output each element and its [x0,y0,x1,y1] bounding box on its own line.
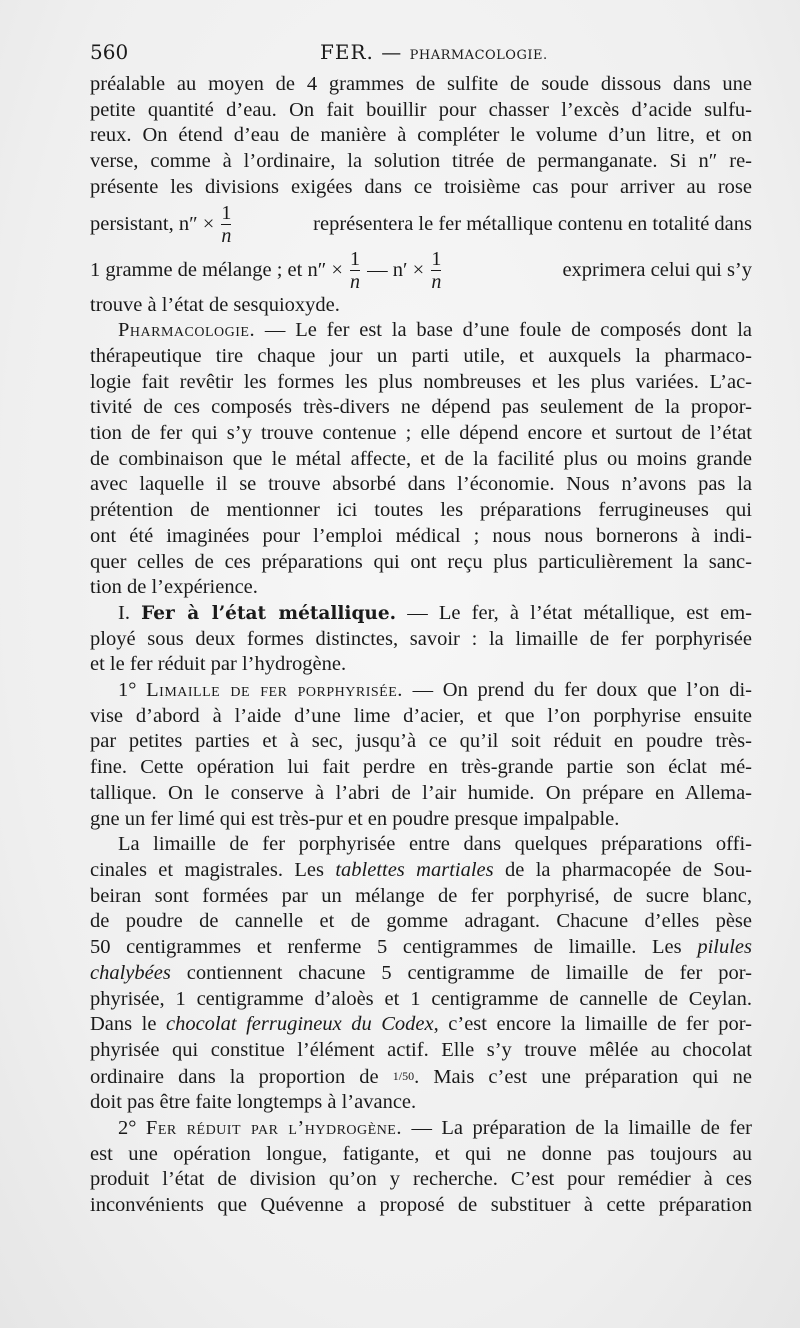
text-line: logie fait revêtir les formes les plus nombreuses et les plus variées. L’ac- [90,370,752,393]
text-line: prétention de mentionner ici toutes les préparations ferrugineuses qui [90,499,752,522]
text-line: 1° Limaille de fer porphyrisée. — On prend du fer doux que l’on di- [118,679,752,702]
text-line: gne un fer limé qui est très-pur et en poudre presque impalpable. [90,807,620,830]
text-line: de combinaison que le métal affecte, et de la facilité plus ou moins grande [90,447,752,470]
formula-line-1 [90,201,752,247]
section-heading: Pharmacologie. [118,319,256,342]
paragraph-continuation [90,72,752,318]
text-line: tion de fer qui s’y trouve contenue ; elle dépend encore et surtout de l’état [90,422,752,445]
paragraph-preparations [90,832,752,1116]
text-line: petite quantité d’eau. On fait bouillir pour chasser l’excès d’acide sulfu- [90,98,752,121]
text-line: ordinaire dans la proportion de 1/50. Mais c’est une préparation qui ne [90,1065,753,1088]
text-line: tallique. On le conserve à l’abri de l’air humide. On prépare en Allema- [90,781,752,804]
paragraph-limaille [90,678,752,832]
text-line: vise d’abord à l’aide d’une lime d’acier, et que l’on porphyrise ensuite [90,704,752,727]
text-line: 2° Fer réduit par l’hydrogène. — La préparation de la limaille de fer [118,1117,753,1140]
text-line: ont été imaginées pour l’emploi médical ; nous nous bornerons à indi- [90,524,752,547]
text-line: 50 centigrammes et renferme 5 centigrammes de limaille. Les pilules [90,936,752,959]
body-text [90,72,752,1219]
text-line: tion de l’expérience. [90,576,258,599]
text-line: reux. On étend d’eau de manière à compléter le volume d’un litre, et on [90,124,752,147]
text-line: par petites parties et à sec, jusqu’à ce qu’il soit réduit en poudre très- [90,730,752,753]
text-line: avec laquelle il se trouve absorbé dans l’économie. Nous n’avons pas la [90,473,752,496]
text-line: présente les divisions exigées dans ce troisième cas pour arriver au rose [90,175,752,198]
paragraph-fer-metallique [90,601,752,678]
text-line: verse, comme à l’ordinaire, la solution titrée de permanganate. Si n″ re- [90,150,752,173]
text-line: phyrisée qui constitue l’élément actif. Elle s’y trouve mêlée au chocolat [90,1038,752,1061]
text-line: tivité de ces composés très-divers ne dépend pas seulement de la propor- [90,396,752,419]
fraction: $\frac{1}{n}$ [221,202,232,248]
running-title [320,40,548,64]
text-line: La limaille de fer porphyrisée entre dans quelques préparations offi- [118,833,752,856]
text-line: produit l’état de division qu’on y recherche. C’est pour remédier à ces [90,1168,752,1191]
text-line: Pharmacologie. — Le fer est la base d’une foule de composés dont la [118,319,752,342]
page-number: 560 [90,40,129,64]
formula-text: 1 gramme de mélange ; et n″ × [90,258,343,281]
text-line: chalybées contiennent chacune 5 centigramme de limaille de fer por- [90,961,752,984]
text-line: doit pas être faite longtemps à l’avance. [90,1091,417,1114]
subsection-heading: Limaille de fer porphyrisée. [146,679,403,702]
running-title-sub: PHARMACOLOGIE. [409,48,548,63]
fraction: $\frac{1}{n}$ [350,248,361,294]
paragraph-fer-reduit [90,1116,752,1219]
text-line: préalable au moyen de 4 grammes de sulfite de soude dissous dans une [90,73,752,95]
subsection-heading: Fer réduit par l’hydrogène. [145,1117,402,1140]
text-line: beiran sont formées par un mélange de fer porphyrisé, de sucre blanc, [90,884,752,907]
text-line: cinales et magistrales. Les tablettes martiales de la pharmacopée de Sou- [90,858,753,881]
formula-line-2 [90,247,752,293]
small-fraction: 1/50 [392,1068,415,1083]
text-line: Dans le chocolat ferrugineux du Codex, c’est encore la limaille de fer por- [90,1013,752,1036]
text-line: trouve à l’état de sesquioxyde. [90,293,340,316]
formula-text: persistant, n″ × [90,212,215,235]
text-line: inconvénients que Quévenne a proposé de substituer à cette préparation [90,1194,752,1217]
formula-text: — n′ × [367,258,425,281]
fraction: $\frac{1}{n}$ [431,248,442,294]
text-line: de poudre de cannelle et de gomme adragant. Chacune d’elles pèse [90,910,752,933]
text-line: est une opération longue, fatigante, et qui ne donne pas toujours au [90,1142,752,1165]
text-line: fine. Cette opération lui fait perdre en très-grande partie son éclat mé- [90,756,752,779]
text-line: quer celles de ces préparations qui ont reçu plus particulièrement la sanc- [90,550,752,573]
running-title-main: FER. — [320,40,403,64]
section-heading: Fer à l’état métallique. [141,602,397,624]
text-line: phyrisée, 1 centigramme d’aloès et 1 centigramme de cannelle de Ceylan. [90,987,752,1010]
paragraph-pharmacologie [90,318,752,601]
running-header [90,40,752,70]
formula-text: représentera le fer métallique contenu en totalité dans [313,212,752,235]
formula-text: exprimera celui qui s’y [562,258,752,281]
text-line: ployé sous deux formes distinctes, savoir : la limaille de fer porphyrisée [90,627,752,650]
text-line: et le fer réduit par l’hydrogène. [90,653,347,676]
text-line: thérapeutique tire chaque jour un parti utile, et auxquels la pharmaco- [90,344,752,367]
text-line: I. Fer à l’état métallique. — Le fer, à l’état métallique, est em- [118,601,753,624]
